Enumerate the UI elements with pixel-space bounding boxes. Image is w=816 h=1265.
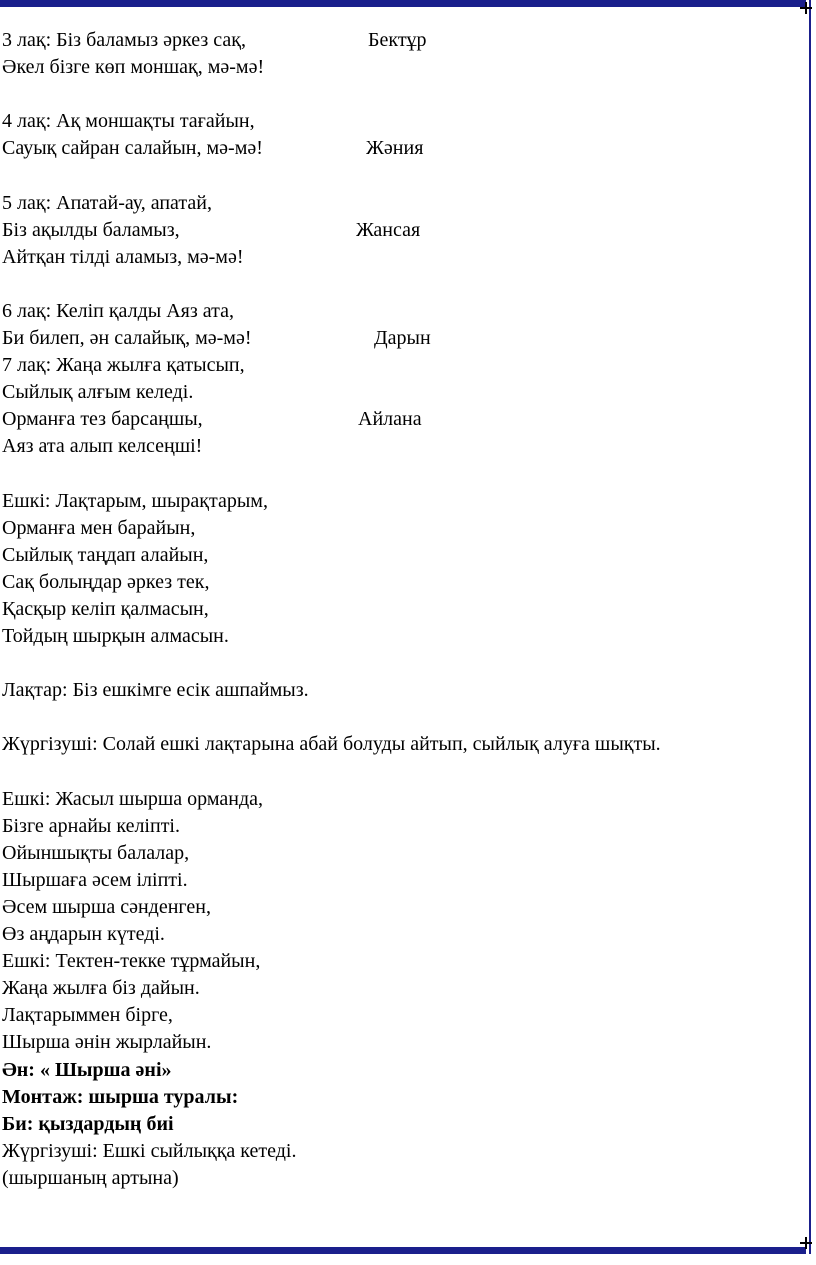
performer-name: Жәния — [366, 137, 424, 160]
performer-name: Жансая — [356, 218, 421, 241]
line-text: Әкел бізге көп моншақ, мә-мә! — [2, 56, 265, 79]
text-line — [0, 352, 800, 379]
line-text: Жүргізуші: Ешкі сыйлыққа кетеді. — [2, 1139, 297, 1162]
crop-mark-bottom-right — [800, 1237, 812, 1249]
text-line — [0, 1084, 800, 1111]
text-line — [0, 975, 800, 1002]
text-line — [0, 325, 800, 352]
line-text: Жаңа жылға біз дайын. — [2, 977, 200, 1000]
text-line — [0, 948, 800, 975]
line-text: Лақтар: Біз ешкімге есік ашпаймыз. — [2, 679, 309, 702]
page-border-bottom — [0, 1247, 806, 1254]
text-line — [0, 867, 800, 894]
performer-name: Дарын — [374, 327, 431, 350]
document-body — [0, 27, 800, 1192]
text-line — [0, 921, 800, 948]
performer-name: Бектұр — [368, 29, 427, 51]
text-line — [0, 190, 800, 217]
line-text: Орманға мен барайын, — [2, 516, 196, 539]
line-text: Ешкі: Тектен-текке тұрмайын, — [2, 950, 261, 973]
stanza-gap — [0, 271, 800, 298]
line-text: Тойдың шырқын алмасын. — [2, 625, 229, 648]
stanza-gap — [0, 81, 800, 108]
line-text: Әсем шырша сәнденген, — [2, 896, 211, 918]
bold-heading-line: Монтаж: шырша туралы: — [2, 1085, 239, 1108]
line-text: 5 лақ: Апатай-ау, апатай, — [2, 191, 212, 214]
text-line — [0, 569, 800, 596]
text-line — [0, 840, 800, 867]
line-text: Өз аңдарын күтеді. — [2, 923, 165, 946]
line-text: Би билеп, ән салайық, мә-мә! — [2, 327, 252, 350]
text-line — [0, 1165, 800, 1192]
line-text: 7 лақ: Жаңа жылға қатысып, — [2, 354, 245, 377]
bold-heading-line: Би: қыздардың биі — [2, 1112, 174, 1135]
text-line — [0, 1029, 800, 1056]
text-line — [0, 1138, 800, 1165]
line-text: Қасқыр келіп қалмасын, — [2, 597, 209, 620]
line-text: Жүргізуші: Солай ешкі лақтарына абай болуды айтып, сыйлық алуға шықты. — [2, 733, 661, 756]
stanza-gap — [0, 650, 800, 677]
page-border-top — [0, 0, 806, 7]
text-line — [0, 786, 800, 813]
line-text: Ешкі: Лақтарым, шырақтарым, — [2, 489, 268, 512]
line-text: Ойыншықты балалар, — [2, 841, 190, 864]
line-text: Лақтарыммен бірге, — [2, 1004, 173, 1027]
text-line — [0, 406, 800, 433]
text-line — [0, 244, 800, 271]
line-text: Сыйлық алғым келеді. — [2, 381, 194, 404]
page-border-right — [809, 0, 811, 1254]
line-text: 6 лақ: Келіп қалды Аяз ата, — [2, 299, 234, 322]
line-text: Аяз ата алып келсеңші! — [2, 435, 203, 458]
text-line — [0, 108, 800, 135]
text-line — [0, 542, 800, 569]
line-text: Сыйлық таңдап алайын, — [2, 543, 209, 566]
line-text: 3 лақ: Біз баламыз әркез сақ, — [2, 29, 246, 51]
text-line — [0, 1057, 800, 1084]
text-line — [0, 27, 800, 54]
stanza-gap — [0, 759, 800, 786]
line-text: Сақ болыңдар әркез тек, — [2, 570, 210, 593]
line-text: 4 лақ: Ақ моншақты тағайын, — [2, 110, 255, 133]
text-line — [0, 135, 800, 162]
crop-mark-top-right — [800, 2, 812, 14]
stanza-gap — [0, 162, 800, 189]
performer-name: Айлана — [358, 408, 422, 431]
stanza-gap — [0, 461, 800, 488]
text-line — [0, 623, 800, 650]
text-line — [0, 217, 800, 244]
text-line — [0, 731, 800, 758]
line-text: Біз ақылды баламыз, — [2, 218, 180, 241]
stanza-gap — [0, 704, 800, 731]
line-text: Ешкі: Жасыл шырша орманда, — [2, 787, 264, 810]
text-line — [0, 379, 800, 406]
text-line — [0, 894, 800, 921]
text-line — [0, 433, 800, 460]
line-text: Айтқан тілді аламыз, мә-мә! — [2, 245, 244, 268]
text-line — [0, 813, 800, 840]
text-line — [0, 596, 800, 623]
line-text: Сауық сайран салайын, мә-мә! — [2, 137, 263, 160]
line-text: Шырша әнін жырлайын. — [2, 1031, 212, 1054]
bold-heading-line: Ән: « Шырша әні» — [2, 1058, 172, 1081]
text-line — [0, 677, 800, 704]
text-line — [0, 298, 800, 325]
line-text: Шыршаға әсем іліпті. — [2, 868, 188, 891]
text-line — [0, 1002, 800, 1029]
line-text: Орманға тез барсаңшы, — [2, 408, 203, 431]
text-line — [0, 54, 800, 81]
line-text: (шыршаның артына) — [2, 1166, 179, 1189]
text-line — [0, 1111, 800, 1138]
text-line — [0, 515, 800, 542]
text-line — [0, 488, 800, 515]
line-text: Бізге арнайы келіпті. — [2, 814, 180, 837]
